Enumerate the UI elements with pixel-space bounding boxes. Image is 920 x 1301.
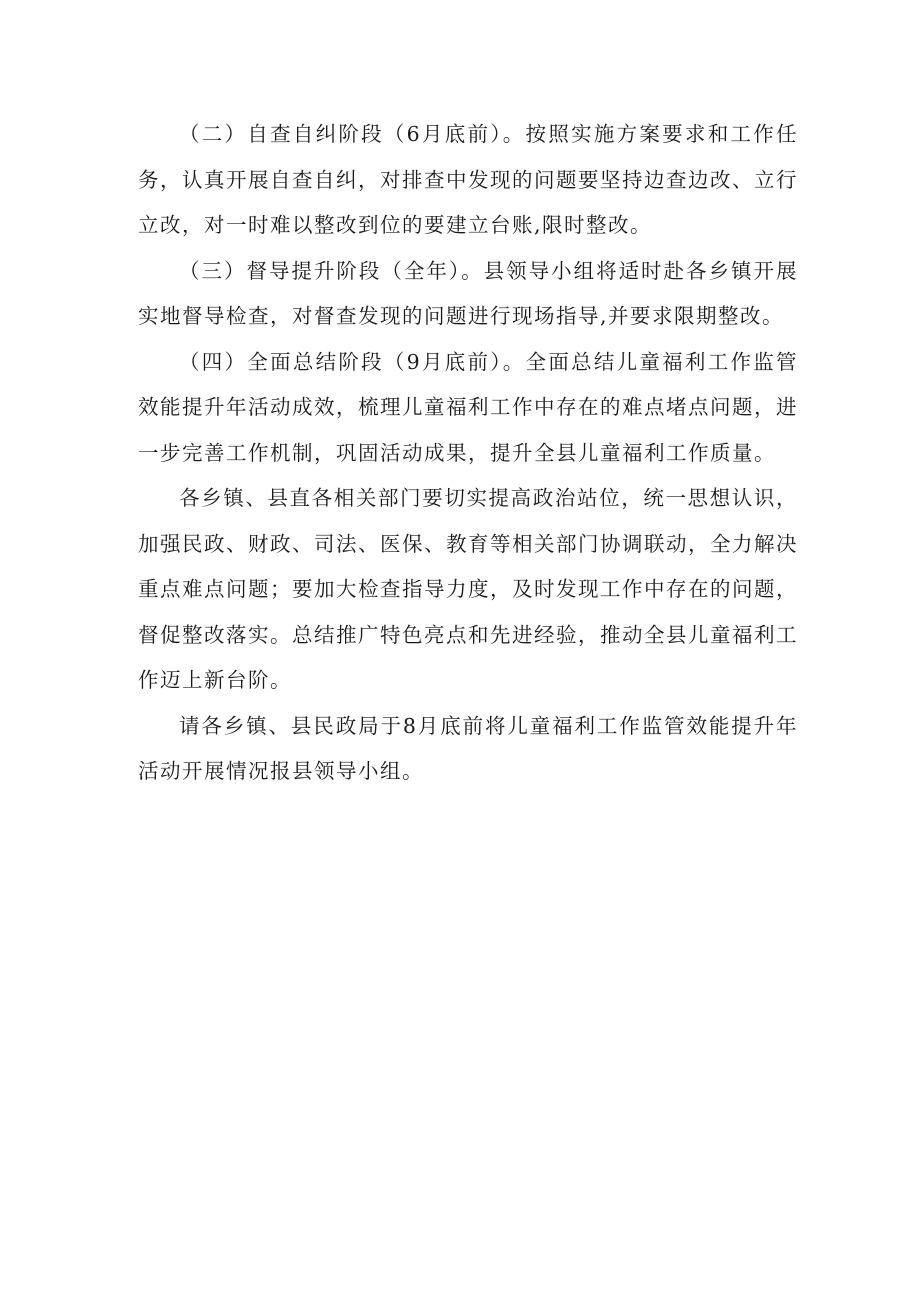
paragraph-stage-two: （二）自查自纠阶段（6月底前）。按照实施方案要求和工作任务，认真开展自查自纠，对排查中发现的问题要坚持边查边改、立行立改，对一时难以整改到位的要建立台账,限时整改。 [138, 122, 798, 237]
paragraph-stage-four: （四）全面总结阶段（9月底前）。全面总结儿童福利工作监管效能提升年活动成效，梳理儿童福利工作中存在的难点堵点问题，进一步完善工作机制，巩固活动成果，提升全县儿童福利工作质量。 [138, 349, 798, 465]
paragraph-requirements: 各乡镇、县直各相关部门要切实提高政治站位，统一思想认识，加强民政、财政、司法、医保、教育等相关部门协调联动，全力解决重点难点问题；要加大检查指导力度，及时发现工作中存在的问题，督促整改落实。总结推广特色亮点和先进经验，推动全县儿童福利工作迈上新台阶。 [138, 486, 798, 692]
document-body [138, 112, 798, 795]
paragraph-stage-three: （三）督导提升阶段（全年）。县领导小组将适时赴各乡镇开展实地督导检查，对督查发现的问题进行现场指导,并要求限期整改。 [138, 258, 798, 328]
paragraph-reporting: 请各乡镇、县民政局于8月底前将儿童福利工作监管效能提升年活动开展情况报县领导小组。 [138, 713, 798, 783]
